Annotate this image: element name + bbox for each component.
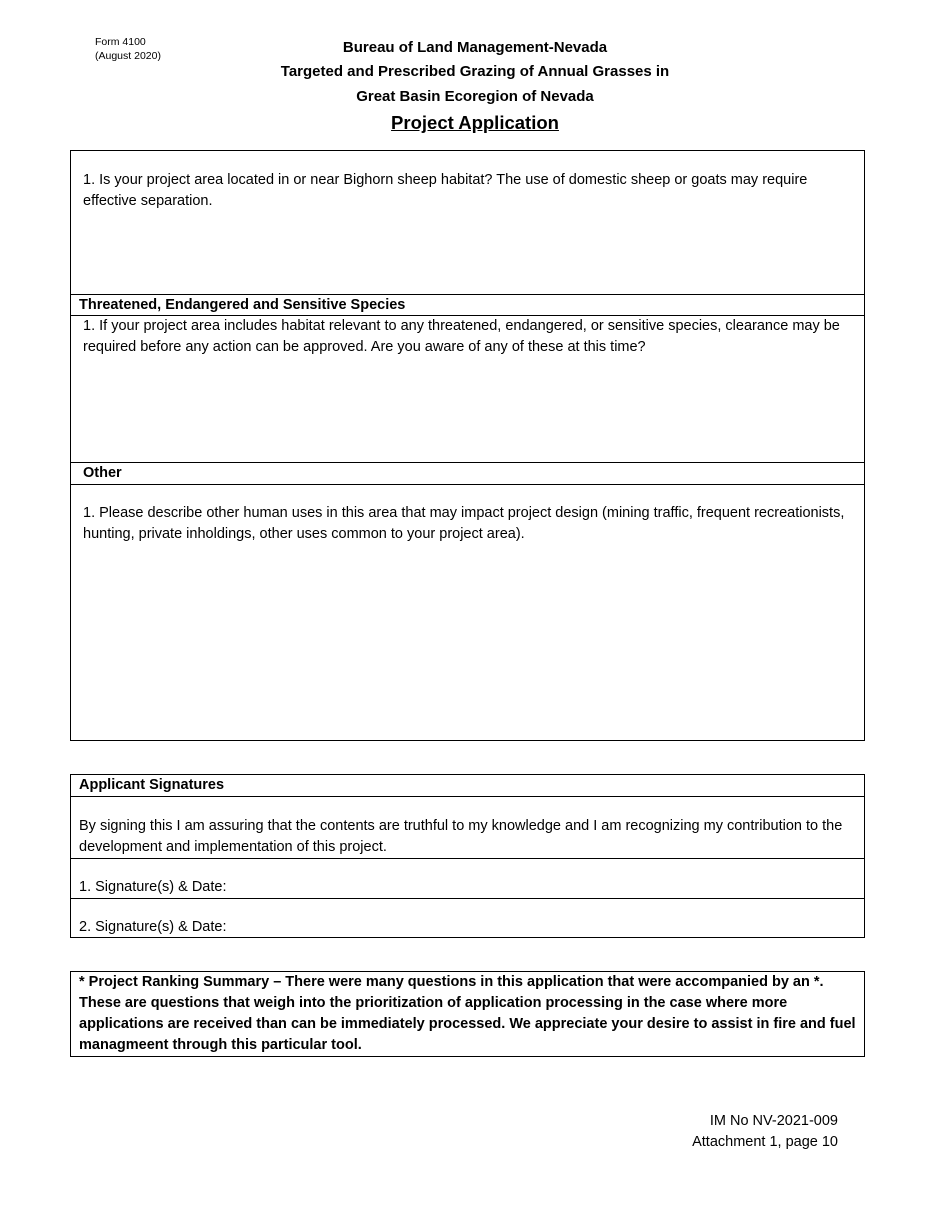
signature-field-1[interactable]: 1. Signature(s) & Date: xyxy=(79,879,227,895)
questions-table xyxy=(70,150,865,741)
footer-attachment: Attachment 1, page 10 xyxy=(692,1134,838,1150)
signatures-table xyxy=(70,774,865,938)
ranking-summary-box xyxy=(70,971,865,1057)
bighorn-question: 1. Is your project area located in or near Bighorn sheep habitat? The use of domestic sheep or goats may require effective separation. xyxy=(83,172,808,209)
page-title: Project Application xyxy=(391,112,559,133)
divider xyxy=(71,796,864,797)
species-heading: Threatened, Endangered and Sensitive Species xyxy=(79,297,406,313)
divider xyxy=(71,462,864,463)
program-title-line1: Targeted and Prescribed Grazing of Annual Grasses in xyxy=(280,63,670,80)
form-date: (August 2020) xyxy=(95,50,161,62)
other-heading: Other xyxy=(83,465,122,481)
divider xyxy=(71,858,864,859)
species-question: 1. If your project area includes habitat relevant to any threatened, endangered, or sensitive species, clearance may be required before any action can be approved. Are you aware of any of these at this time? xyxy=(83,318,840,355)
signatures-heading: Applicant Signatures xyxy=(79,777,225,793)
signature-field-2[interactable]: 2. Signature(s) & Date: xyxy=(79,919,227,935)
divider xyxy=(71,484,864,485)
signature-statement: By signing this I am assuring that the contents are truthful to my knowledge and I am recognizing my contribution to the development and implementation of this project. xyxy=(79,818,843,855)
agency-name: Bureau of Land Management-Nevada xyxy=(342,39,608,56)
divider xyxy=(71,898,864,899)
footer-im-number: IM No NV-2021-009 xyxy=(709,1113,838,1129)
form-number: Form 4100 xyxy=(95,36,146,48)
other-question: 1. Please describe other human uses in this area that may impact project design (mining traffic, frequent recreationists, hunting, private inholdings, other uses common to your project area). xyxy=(83,505,845,542)
ranking-summary-text: * Project Ranking Summary – There were many questions in this application that were accompanied by an *. These are questions that weigh into the prioritization of application processing in the case where more applications are received than can be immediately processed. We appreciate your desire to assist in fire and fuel managmeent through this particular tool. xyxy=(79,974,856,1053)
program-title-line2: Great Basin Ecoregion of Nevada xyxy=(356,88,594,105)
